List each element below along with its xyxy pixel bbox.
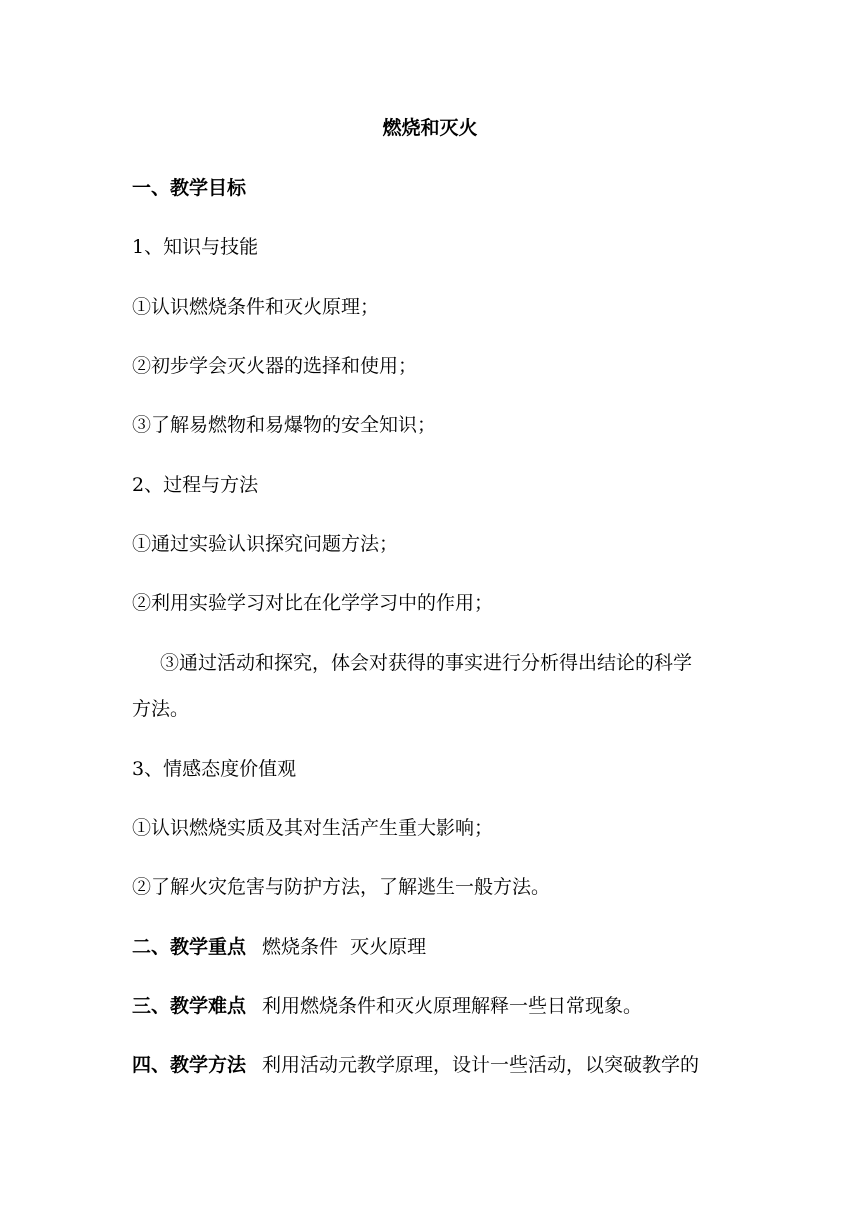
key-points-text: 燃烧条件 灭火原理	[262, 936, 427, 958]
section-key-points	[132, 935, 426, 959]
attitude-item-2: ②了解火灾危害与防护方法，了解逃生一般方法。	[132, 876, 551, 898]
knowledge-item-3: ③了解易燃物和易爆物的安全知识；	[132, 414, 437, 436]
section-heading-difficulties: 三、教学难点	[132, 995, 247, 1017]
section-heading-objectives: 一、教学目标	[132, 177, 247, 199]
knowledge-item-2: ②初步学会灭火器的选择和使用；	[132, 355, 418, 377]
subheading-knowledge-skills: 1、知识与技能	[132, 236, 259, 258]
section-heading-key-points: 二、教学重点	[132, 936, 247, 958]
knowledge-item-1: ①认识燃烧条件和灭火原理；	[132, 296, 380, 318]
document-title: 燃烧和灭火	[382, 117, 478, 139]
process-item-1: ①通过实验认识探究问题方法；	[132, 533, 399, 555]
section-heading-methods: 四、教学方法	[132, 1054, 247, 1076]
process-item-3-line-1: ③通过活动和探究，体会对获得的事实进行分析得出结论的科学	[160, 652, 693, 674]
subheading-process-methods: 2、过程与方法	[132, 474, 259, 496]
methods-text: 利用活动元教学原理，设计一些活动，以突破教学的	[262, 1054, 700, 1076]
attitude-item-1: ①认识燃烧实质及其对生活产生重大影响；	[132, 817, 494, 839]
section-difficulties	[132, 994, 642, 1018]
difficulties-text: 利用燃烧条件和灭火原理解释一些日常现象。	[262, 995, 643, 1017]
section-methods	[132, 1053, 699, 1077]
process-item-2: ②利用实验学习对比在化学学习中的作用；	[132, 592, 494, 614]
subheading-attitudes-values: 3、情感态度价值观	[132, 758, 297, 780]
process-item-3-line-2: 方法。	[132, 698, 190, 720]
